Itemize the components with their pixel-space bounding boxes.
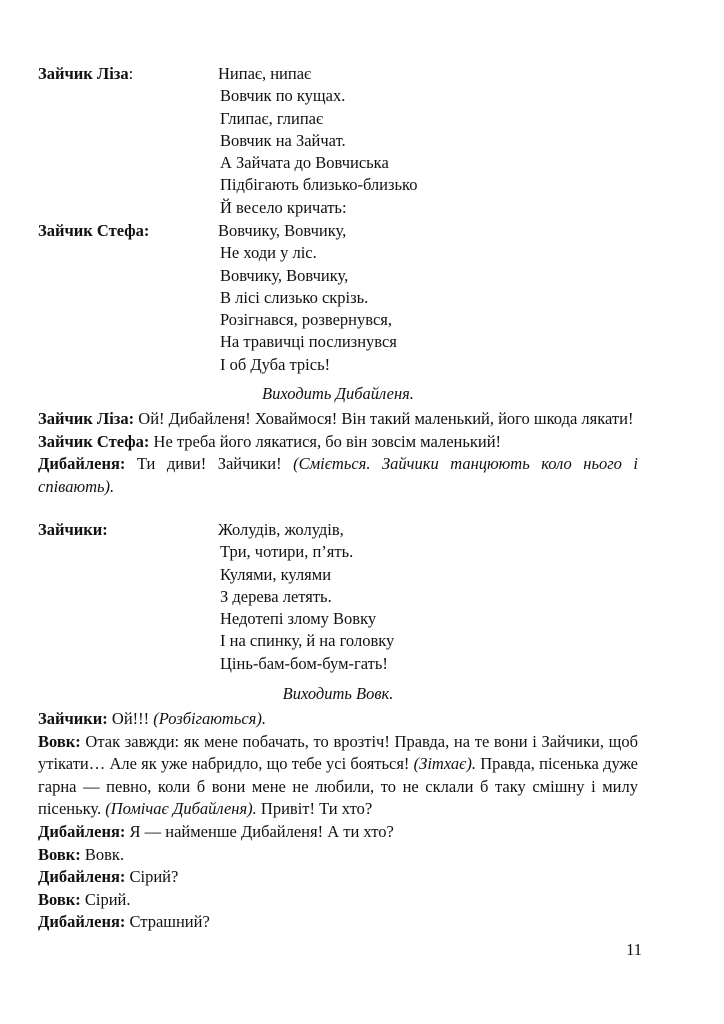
verse-line: Жолудів, жолудів, bbox=[218, 520, 344, 539]
dialogue-text: Ти диви! Зайчики! bbox=[125, 454, 294, 474]
speaker-label: Дибайленя: bbox=[38, 912, 126, 932]
dialogue-block-1 bbox=[38, 408, 638, 498]
stage-direction: Виходить Вовк. bbox=[282, 684, 394, 703]
dialogue-block-2 bbox=[38, 708, 638, 934]
speaker-label: Вовк: bbox=[38, 844, 81, 864]
page-number: 11 bbox=[626, 940, 642, 959]
verse-block-stefa bbox=[38, 220, 648, 376]
dialogue-line bbox=[38, 844, 638, 867]
verse-line: Підбігають близько-близько bbox=[220, 175, 418, 195]
dialogue-text: Сірий. bbox=[80, 889, 131, 909]
verse-line: А Зайчата до Вовчиська bbox=[220, 153, 389, 173]
stage-remark: (Розбігаються). bbox=[153, 709, 266, 728]
dialogue-text: Не треба його лякатися, бо він зовсім маленький! bbox=[149, 431, 502, 451]
stage-remark: (Сміється. Зайчики танцюють коло нього і співають). bbox=[38, 454, 638, 496]
verse-lines bbox=[220, 220, 648, 376]
verse-block-zaichyky bbox=[38, 519, 648, 675]
verse-line: Кулями, кулями bbox=[220, 564, 332, 584]
speaker-label: Зайчик Стефа: bbox=[38, 221, 150, 240]
dialogue-text: Ой!!! bbox=[107, 709, 154, 728]
dialogue-line bbox=[38, 408, 638, 431]
verse-line: І об Дуба трісь! bbox=[220, 354, 331, 374]
verse-line: Вовчик по кущах. bbox=[220, 86, 346, 106]
verse-block-liza bbox=[38, 63, 648, 219]
speaker-label: Вовк: bbox=[38, 889, 81, 909]
verse-line: Глипає, глипає bbox=[220, 108, 324, 128]
dialogue-line bbox=[38, 821, 638, 844]
speaker-label: Дибайленя: bbox=[38, 867, 126, 887]
speaker-label: Дибайленя: bbox=[38, 821, 126, 841]
dialogue-line bbox=[38, 866, 638, 889]
speaker-label: Зайчики: bbox=[38, 709, 108, 728]
verse-line: Цінь-бам-бом-бум-гать! bbox=[220, 653, 388, 673]
dialogue-line bbox=[38, 708, 638, 731]
speaker-label: Зайчик Ліза: bbox=[38, 64, 134, 83]
dialogue-text: Сірий? bbox=[125, 867, 179, 887]
dialogue-text: Вовк. bbox=[80, 844, 125, 864]
verse-line: І на спинку, й на головку bbox=[220, 631, 395, 651]
speaker-label: Зайчики: bbox=[38, 520, 108, 539]
verse-line: Не ходи у ліс. bbox=[220, 243, 317, 263]
speaker-label: Зайчик Стефа: bbox=[38, 431, 150, 451]
speaker-label: Зайчик Ліза: bbox=[38, 409, 135, 428]
verse-line: Розігнався, розвернувся, bbox=[220, 310, 392, 330]
dialogue-text: Правда, пісенька дуже гарна — певно, коли б вони мене не любили, то не склали б таку смішну і милу пісеньку. bbox=[38, 754, 638, 819]
verse-line: Й весело кричать: bbox=[220, 197, 347, 217]
dialogue-line bbox=[38, 453, 638, 498]
verse-lines bbox=[220, 519, 648, 675]
dialogue-line bbox=[38, 731, 638, 821]
verse-line: Вовчику, Вовчику, bbox=[218, 221, 347, 240]
speaker-label: Вовк: bbox=[38, 731, 81, 751]
dialogue-text: Отак завжди: як мене побачать, то врозтіч! Правда, на те вони і Зайчики, щоб утікати… Але як уже набридло, що тебе усі бояться! bbox=[38, 731, 638, 774]
dialogue-text: Привіт! Ти хто? bbox=[256, 799, 373, 819]
verse-line: Три, чотири, п’ять. bbox=[220, 542, 354, 562]
stage-remark: (Помічає Дибайленя). bbox=[105, 799, 257, 819]
speaker-label: Дибайленя: bbox=[38, 454, 126, 474]
verse-line: Нипає, нипає bbox=[218, 64, 312, 83]
verse-line: Вовчик на Зайчат. bbox=[220, 130, 346, 150]
dialogue-text: Страшний? bbox=[125, 912, 210, 932]
stage-direction: Виходить Дибайленя. bbox=[262, 384, 414, 403]
stage-remark: (Зітхає). bbox=[413, 754, 476, 774]
dialogue-line bbox=[38, 889, 638, 912]
dialogue-line bbox=[38, 431, 638, 454]
dialogue-text: Я — найменше Дибайленя! А ти хто? bbox=[125, 821, 394, 841]
verse-line: На травичці послизнувся bbox=[220, 332, 397, 352]
verse-lines bbox=[220, 63, 648, 219]
dialogue-text: Ой! Дибайленя! Ховаймося! Він такий маленький, його шкода лякати! bbox=[134, 409, 634, 428]
verse-line: Недотепі злому Вовку bbox=[220, 609, 377, 629]
dialogue-line bbox=[38, 911, 638, 934]
verse-line: В лісі слизько скрізь. bbox=[220, 287, 369, 307]
verse-line: З дерева летять. bbox=[220, 586, 332, 606]
verse-line: Вовчику, Вовчику, bbox=[220, 265, 349, 285]
